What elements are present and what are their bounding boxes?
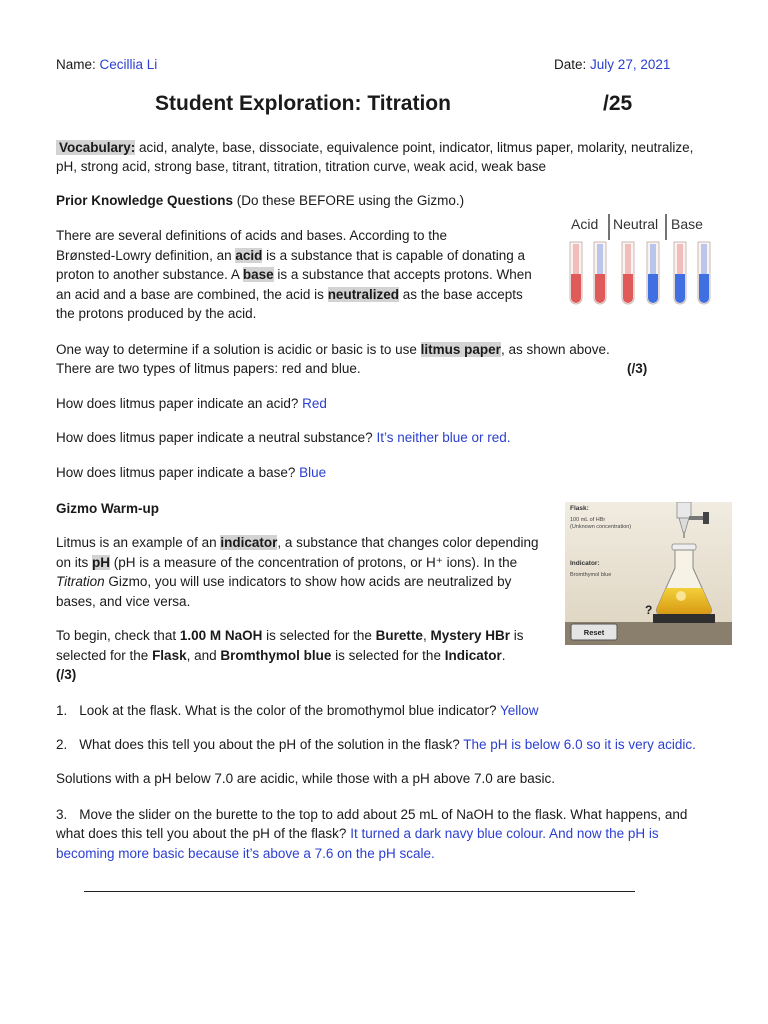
flask-info-label: Flask: [570,505,589,512]
term-litmus-paper: litmus paper [420,342,501,357]
term-indicator: indicator [220,535,278,550]
gizmo-name: Titration [56,574,105,589]
label-base: Base [671,216,703,232]
flask-info-line-2: (Unknown concentration) [570,524,632,530]
prior-p2-line-1 [56,340,610,360]
total-score: /25 [603,92,633,115]
vocabulary-line-1 [56,138,693,158]
text: , as shown above. [500,342,610,357]
question-1 [56,701,539,721]
name-row [56,55,157,75]
prior-heading-text: Prior Knowledge Questions [56,193,234,208]
text: is selected for the [331,648,445,663]
name-value: Cecillia Li [99,57,158,72]
ph-note: Solutions with a pH below 7.0 are acidic, while those with a pH above 7.0 are basic. [56,771,556,786]
text: as the base accepts [398,287,523,302]
warmup-begin-line-2 [56,646,505,666]
warmup-score: (/3) [56,667,77,682]
warmup-line-3 [56,572,511,592]
answer-blank-line [84,891,635,892]
label-acid: Acid [571,216,599,232]
burette-solution: 1.00 M NaOH [179,628,263,643]
question-text: How does litmus paper indicate a base? [56,465,300,480]
prior-p2-line-2: There are two types of litmus papers: red and blue. [56,361,361,376]
text: , [422,628,431,643]
text: is a substance that is capable of donating a [262,248,526,263]
name-label: Name: [56,57,96,72]
label-neutral: Neutral [613,216,659,232]
indicator-info-value: Bromthymol blue [570,572,612,578]
answer-text: It’s neither blue or red. [376,430,511,445]
term-base: base [242,267,274,282]
question-mark-icon: ? [645,603,653,617]
burette-label: Burette [375,628,423,643]
question-text: How does litmus paper indicate an acid? [56,396,303,411]
question-3-line-2 [56,824,659,844]
question-3-line-1 [56,805,687,825]
text: is selected for the [262,628,376,643]
indicator-info-label: Indicator: [570,560,600,567]
text: an acid and a base are combined, the acid is [56,287,328,302]
prior-question-2 [56,428,511,448]
indicator-label: Indicator [444,648,502,663]
prior-heading-note: (Do these BEFORE using the Gizmo.) [233,193,465,208]
prior-p1-line-3 [56,265,532,285]
prior-knowledge-heading [56,191,464,211]
question-text: How does litmus paper indicate a neutral substance? [56,430,377,445]
answer-text: It turned a dark navy blue colour. And now the pH is [350,826,659,841]
text: is [509,628,524,643]
text: is a substance that accepts protons. When [273,267,532,282]
prior-question-3 [56,463,326,483]
text: Gizmo, you will use indicators to show how acids are neutralized by [104,574,512,589]
text: , a substance that changes color depending [277,535,539,550]
test-tube [698,242,710,304]
vocabulary-label: Vocabulary: [56,140,135,155]
indicator-choice: Bromthymol blue [220,648,332,663]
text: , and [186,648,221,663]
litmus-test-tubes-figure [562,212,714,312]
answer-text: Yellow [500,703,539,718]
vocabulary-line-2: pH, strong acid, strong base, titrant, titration, titration curve, weak acid, weak base [56,159,546,174]
text: proton to another substance. A [56,267,243,282]
text: Brønsted-Lowry definition, an [56,248,236,263]
stir-plate [653,614,715,623]
flask-solution: Mystery HBr [430,628,510,643]
term-acid: acid [235,248,263,263]
question-number: 1. [56,703,68,718]
prior-score: (/3) [627,361,648,376]
text: selected for the [56,648,153,663]
question-2 [56,735,696,755]
term-neutralized: neutralized [327,287,399,302]
warmup-begin-line-1 [56,626,523,646]
date-row [554,55,670,75]
flask-label: Flask [152,648,187,663]
question-number: 3. [56,807,68,822]
text: (pH is a measure of the concentration of protons, or H⁺ ions). In the [110,555,518,570]
prior-p1-line-1: There are several definitions of acids and bases. According to the [56,228,447,243]
answer-text: Blue [299,465,327,480]
answer-text: Red [302,396,327,411]
question-text: Look at the flask. What is the color of the bromothymol blue indicator? [79,703,500,718]
text: To begin, check that [56,628,180,643]
test-tubes [570,242,710,304]
vocabulary-terms-1: acid, analyte, base, dissociate, equivalence point, indicator, litmus paper, molarity, neutralize, [135,140,694,155]
titration-gizmo-figure [565,502,732,645]
date-label: Date: [554,57,587,72]
test-tube [674,242,686,304]
test-tube [570,242,582,304]
term-ph: pH [92,555,111,570]
warmup-heading: Gizmo Warm-up [56,501,159,516]
answer-text: The pH is below 6.0 so it is very acidic. [463,737,696,752]
question-text: What does this tell you about the pH of the solution in the flask? [79,737,464,752]
prior-p1-line-5: the protons produced by the acid. [56,306,257,321]
warmup-line-2 [56,553,517,573]
text: Litmus is an example of an [56,535,221,550]
date-value: July 27, 2021 [590,57,671,72]
prior-question-1 [56,394,327,414]
prior-p1-line-2 [56,246,525,266]
test-tube [622,242,634,304]
question-text: Move the slider on the burette to the top to add about 25 mL of NaOH to the flask. What happens, and [79,807,688,822]
warmup-line-1 [56,533,539,553]
prior-p1-line-4 [56,285,523,305]
text: . [501,648,506,663]
question-number: 2. [56,737,68,752]
text: on its [56,555,93,570]
reset-button[interactable] [571,624,617,640]
test-tube [647,242,659,304]
question-3-line-3: becoming more basic because it’s above a 7.6 on the pH scale. [56,846,435,861]
page-title: Student Exploration: Titration [155,92,451,115]
reset-button-label: Reset [583,628,605,637]
warmup-line-4: bases, and vice versa. [56,594,191,609]
question-text: what does this tell you about the pH of the flask? [56,826,351,841]
text: One way to determine if a solution is acidic or basic is to use [56,342,421,357]
test-tube [594,242,606,304]
flask-info-line-1: 100 mL of HBr [570,517,606,523]
